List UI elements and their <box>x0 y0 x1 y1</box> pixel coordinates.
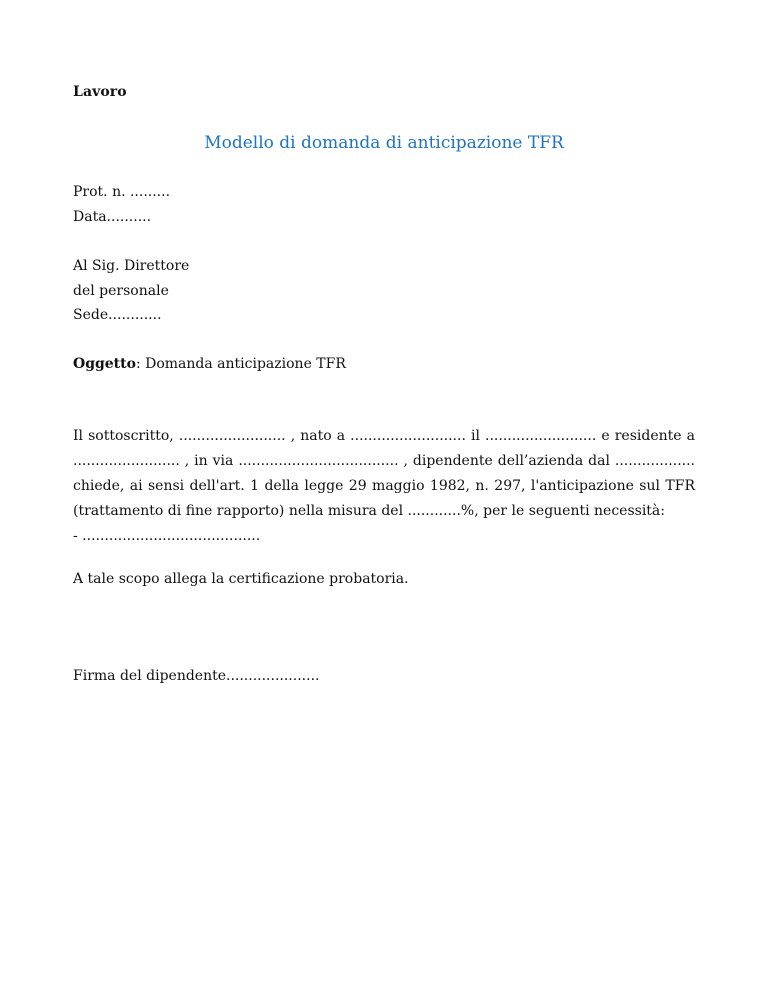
body-line-3: chiede, ai sensi dell'art. 1 della legge 29 maggio 1982, n. 297, l'anticipazione sul TFR <box>73 478 695 494</box>
body-line-4: (trattamento di fine rapporto) nella misura del ............%, per le seguenti necessità: <box>73 503 665 519</box>
recipient-line-3: Sede............ <box>73 307 162 323</box>
recipient-line-1: Al Sig. Direttore <box>73 258 190 274</box>
protocol-number: Prot. n. ......... <box>73 184 171 200</box>
employee-signature-line: Firma del dipendente..................... <box>73 668 320 684</box>
document-category: Lavoro <box>73 84 127 100</box>
subject-text: : Domanda anticipazione TFR <box>135 356 346 372</box>
subject-label: Oggetto <box>73 356 136 372</box>
document-date: Data.......... <box>73 209 152 225</box>
subject-line <box>73 355 346 373</box>
closing-statement: A tale scopo allega la certificazione probatoria. <box>73 571 409 587</box>
body-line-2: ........................ , in via .................................... , dipendente dell’azienda dal .................. <box>73 453 695 469</box>
request-body <box>73 424 695 549</box>
body-line-1: Il sottoscritto, ........................ , nato a .......................... il ......................... e residente a <box>73 428 695 444</box>
recipient-line-2: del personale <box>73 283 169 299</box>
body-line-5: - ........................................ <box>73 528 261 544</box>
document-title: Modello di domanda di anticipazione TFR <box>204 133 564 153</box>
